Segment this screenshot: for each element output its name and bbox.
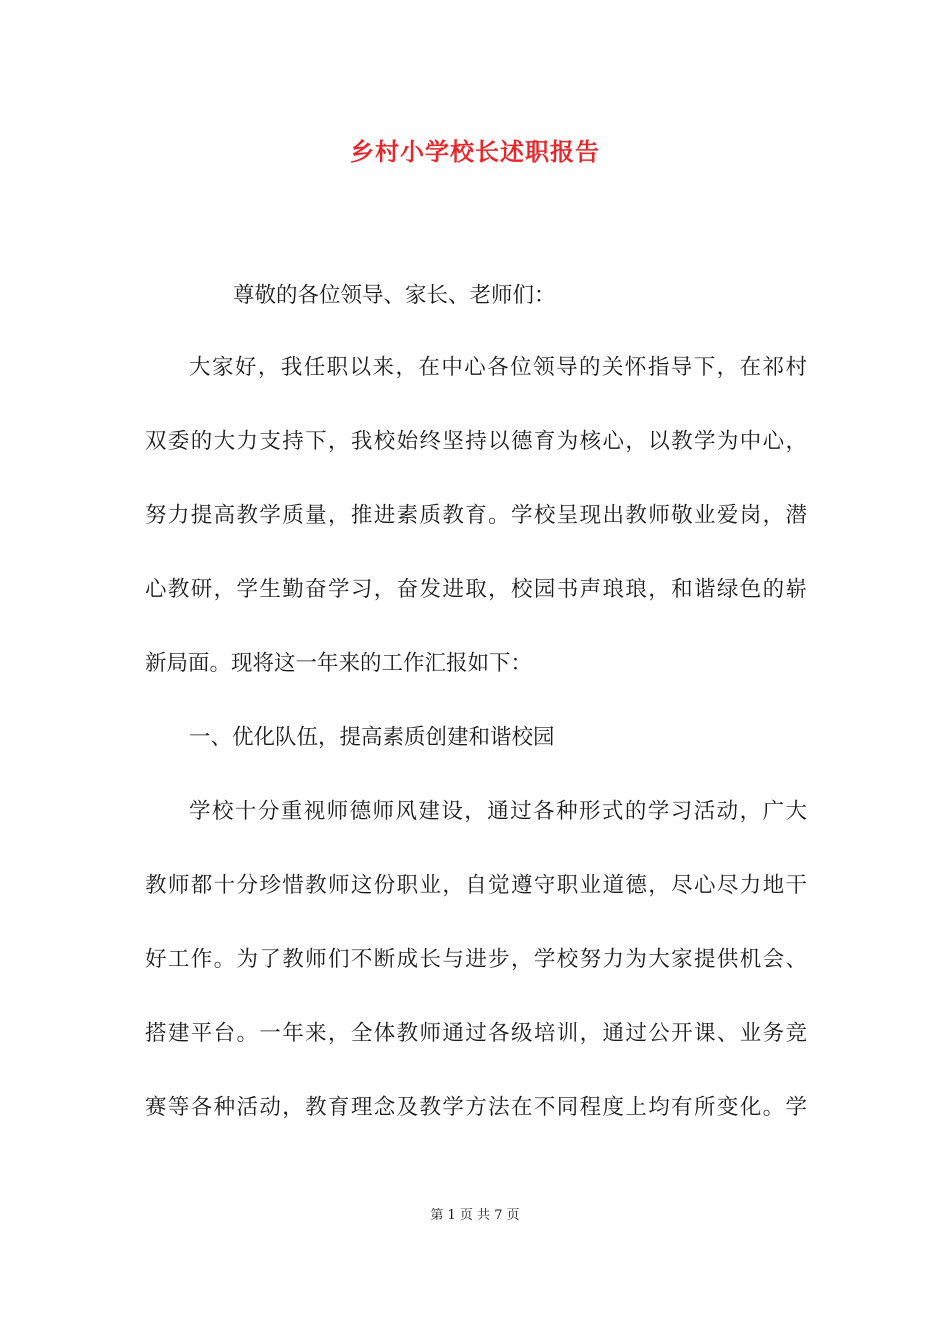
page-number: 第 1 页 共 7 页 [430, 1208, 520, 1223]
salutation: 尊敬的各位领导、家长、老师们： [233, 283, 556, 308]
paragraph-line: 努力提高教学质量，推进素质教育。学校呈现出教师敬业爱岗，潜 [145, 503, 807, 528]
paragraph-line: 心教研，学生勤奋学习，奋发进取，校园书声琅琅，和谐绿色的崭 [145, 577, 807, 602]
paragraph-line: 双委的大力支持下，我校始终坚持以德育为核心，以教学为中心， [145, 429, 807, 454]
paragraph-line: 大家好，我任职以来，在中心各位领导的关怀指导下，在祁村 [189, 355, 807, 380]
paragraph-line: 学校十分重视师德师风建设，通过各种形式的学习活动，广大 [189, 799, 807, 824]
paragraph-line: 赛等各种活动，教育理念及教学方法在不同程度上均有所变化。学 [145, 1095, 807, 1120]
paragraph-line: 搭建平台。一年来，全体教师通过各级培训，通过公开课、业务竞 [145, 1021, 807, 1046]
section-heading: 一、优化队伍，提高素质创建和谐校园 [189, 725, 555, 750]
paragraph-line: 教师都十分珍惜教师这份职业，自觉遵守职业道德，尽心尽力地干 [145, 873, 807, 898]
paragraph-line: 好工作。为了教师们不断成长与进步，学校努力为大家提供机会、 [145, 947, 807, 972]
paragraph-line: 新局面。现将这一年来的工作汇报如下： [145, 651, 533, 676]
document-title: 乡村小学校长述职报告 [350, 137, 600, 166]
